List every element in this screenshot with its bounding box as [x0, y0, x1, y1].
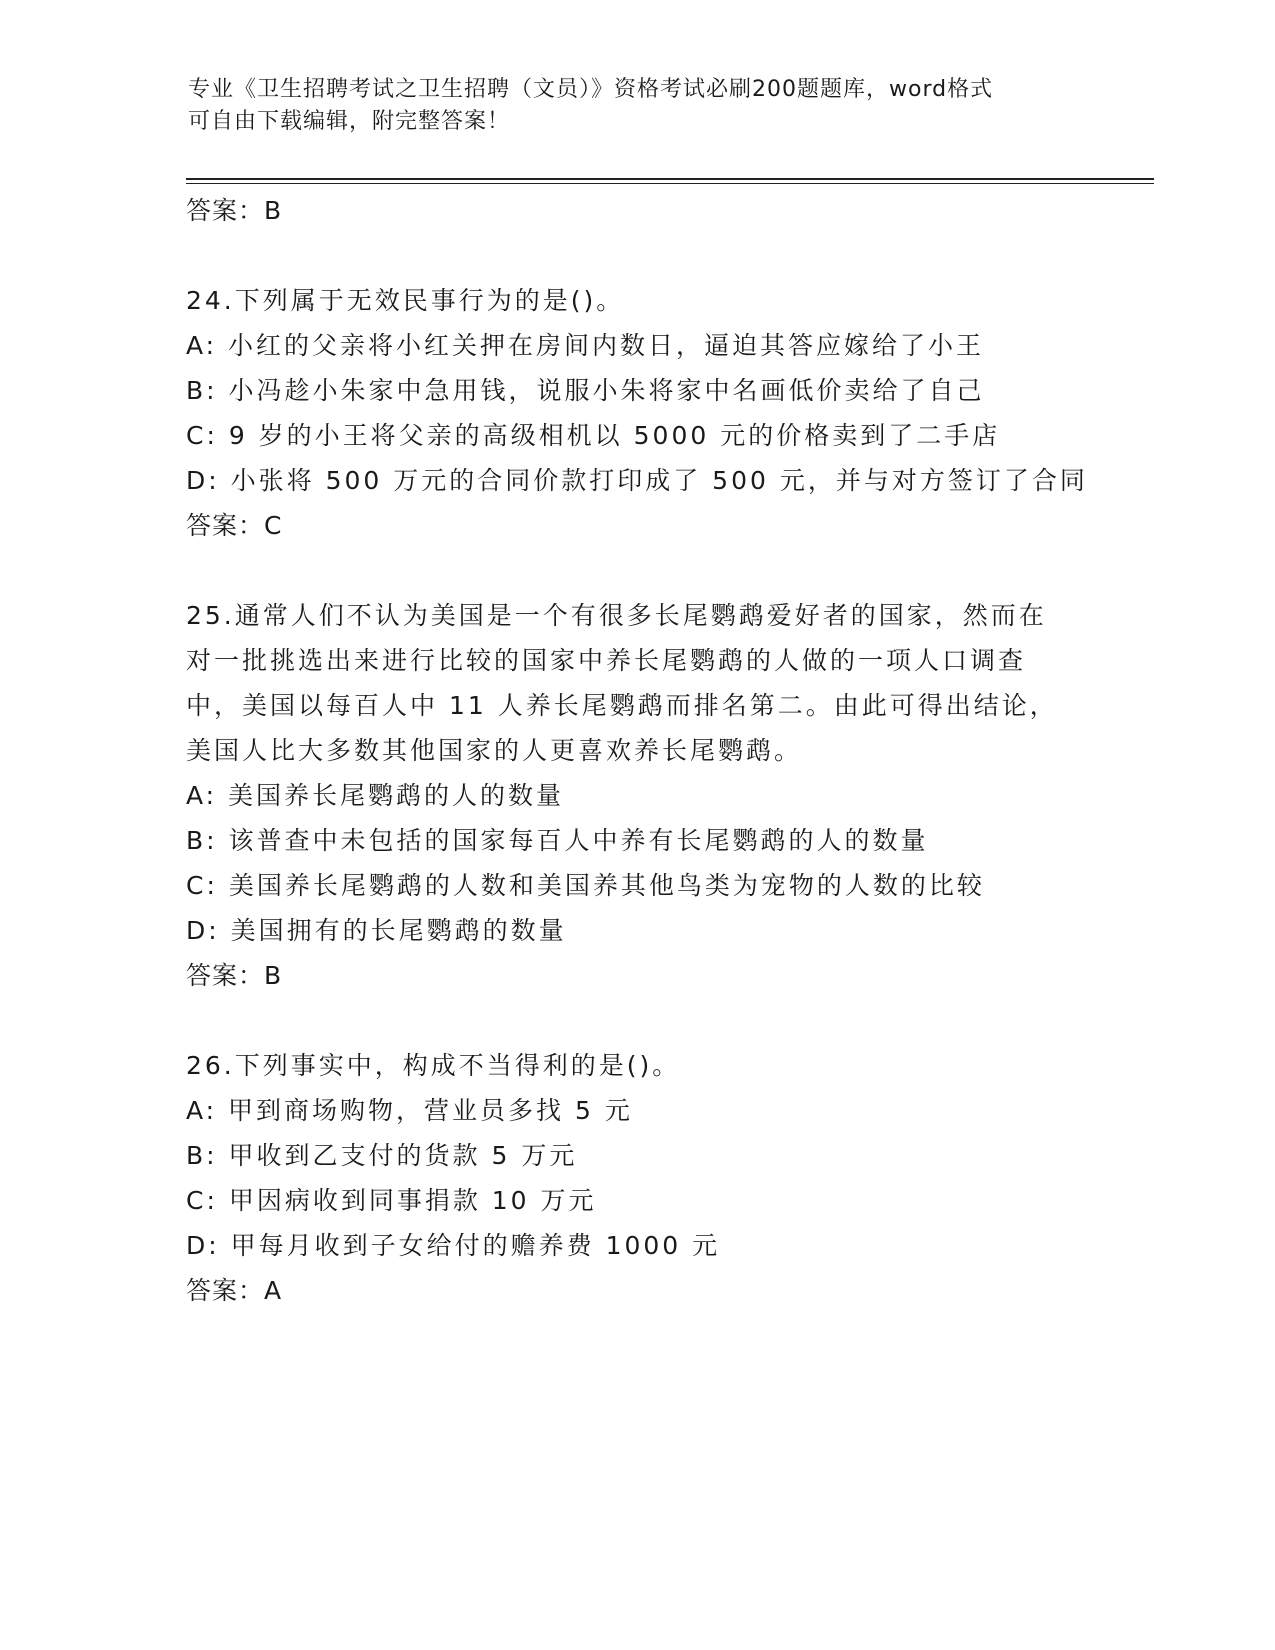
header-line-2: 可自由下载编辑，附完整答案！: [188, 109, 511, 134]
question-stem: 对一批挑选出来进行比较的国家中养长尾鹦鹉的人做的一项人口调查: [186, 646, 1027, 675]
spacer: [186, 998, 1086, 1043]
question-stem: 中，美国以每百人中 11 人养长尾鹦鹉而排名第二。由此可得出结论，: [186, 691, 1058, 720]
option-a: A: 美国养长尾鹦鹉的人的数量: [186, 781, 565, 810]
option-d: D: 小张将 500 万元的合同价款打印成了 500 元，并与对方签订了合同: [186, 466, 1088, 495]
option-b: B: 甲收到乙支付的货款 5 万元: [186, 1141, 578, 1170]
option-a: A: 甲到商场购物，营业员多找 5 元: [186, 1096, 633, 1125]
option-c: C: 美国养长尾鹦鹉的人数和美国养其他鸟类为宠物的人数的比较: [186, 871, 985, 900]
option-b: B: 小冯趁小朱家中急用钱，说服小朱将家中名画低价卖给了自己: [186, 376, 985, 405]
question-stem: 24.下列属于无效民事行为的是()。: [186, 286, 625, 315]
question-24: [186, 278, 1086, 548]
spacer: [186, 233, 1086, 278]
page-header: [188, 74, 1068, 138]
question-stem: 25.通常人们不认为美国是一个有很多长尾鹦鹉爱好者的国家，然而在: [186, 601, 1047, 630]
option-d: D: 美国拥有的长尾鹦鹉的数量: [186, 916, 567, 945]
option-c: C: 9 岁的小王将父亲的高级相机以 5000 元的价格卖到了二手店: [186, 421, 1001, 450]
question-25: [186, 593, 1086, 998]
question-stem: 26.下列事实中，构成不当得利的是()。: [186, 1051, 681, 1080]
question-26: [186, 1043, 1086, 1313]
answer: 答案：C: [186, 511, 283, 540]
answer: 答案：B: [186, 961, 283, 990]
question-content: [186, 188, 1086, 1313]
question-stem: 美国人比大多数其他国家的人更喜欢养长尾鹦鹉。: [186, 736, 803, 765]
option-c: C: 甲因病收到同事捐款 10 万元: [186, 1186, 597, 1215]
header-rule-thin: [186, 183, 1154, 184]
spacer: [186, 548, 1086, 593]
option-d: D: 甲每月收到子女给付的赡养费 1000 元: [186, 1231, 721, 1260]
answer-previous: 答案：B: [186, 196, 283, 225]
header-line-1: 专业《卫生招聘考试之卫生招聘（文员）》资格考试必刷200题题库，word格式: [188, 77, 994, 102]
option-a: A: 小红的父亲将小红关押在房间内数日，逼迫其答应嫁给了小王: [186, 331, 985, 360]
header-rule-thick: [186, 178, 1154, 180]
answer: 答案：A: [186, 1276, 283, 1305]
option-b: B: 该普查中未包括的国家每百人中养有长尾鹦鹉的人的数量: [186, 826, 929, 855]
